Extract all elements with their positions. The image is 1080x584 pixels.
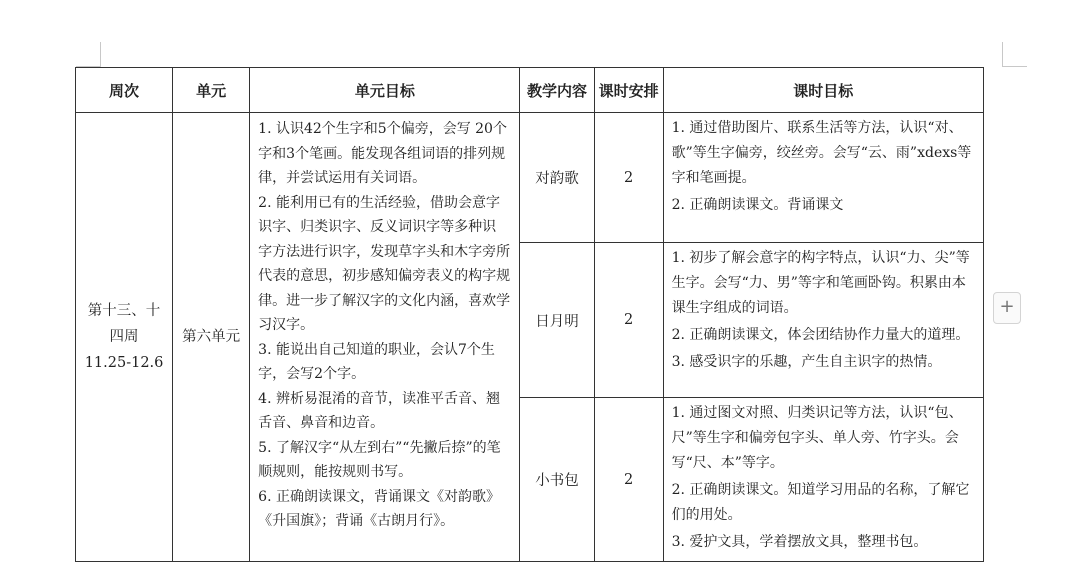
unit-goal-item: 1. 认识42个生字和5个偏旁，会写 20个字和3个笔画。能发现各组词语的排列规律，并尝试运用有关词语。 (258, 121, 507, 186)
lesson-content-cell: 对韵歌 (520, 113, 594, 243)
unit-goal-cell (250, 113, 520, 562)
week-line: 第十三、十 (87, 303, 161, 319)
page-corner-mark-right (1002, 42, 1027, 67)
lesson-goal-item: 2. 正确朗读课文，体会团结协作力量大的道理。 (671, 327, 970, 343)
unit-goal-item: 4. 辨析易混淆的音节，读准平舌音、翘舌音、鼻音和边音。 (258, 390, 500, 431)
header-unit: 单元 (173, 68, 250, 113)
header-unit-goal: 单元目标 (250, 68, 520, 113)
lesson-goal-item: 1. 初步了解会意字的构字特点，认识“力、尖”等生字。会写“力、男”等字和笔画卧钩。积累由本课生字组成的词语。 (671, 250, 970, 316)
lesson-goal-cell (663, 398, 983, 562)
unit-goal-item: 3. 能说出自己知道的职业，会认7个生字，会写2个字。 (258, 341, 495, 382)
page-corner-mark-left (76, 42, 101, 67)
lesson-goal-item: 3. 感受识字的乐趣，产生自主识字的热情。 (671, 354, 942, 370)
header-week: 周次 (76, 68, 173, 113)
teaching-plan-table (75, 67, 984, 562)
header-row (76, 68, 984, 113)
lesson-goal-cell (663, 243, 983, 398)
lesson-goal-item: 3. 爱护文具，学着摆放文具，整理书包。 (671, 534, 928, 550)
lesson-hours-cell: 2 (594, 243, 663, 398)
table-row (76, 113, 984, 243)
week-dates: 11.25-12.6 (84, 355, 164, 371)
unit-goal-item: 6. 正确朗读课文，背诵课文《对韵歌》《升国旗》；背诵《古朗月行》。 (258, 488, 500, 529)
unit-cell: 第六单元 (173, 113, 250, 562)
lesson-hours-cell: 2 (594, 398, 663, 562)
lesson-goal-item: 1. 通过借助图片、联系生活等方法，认识“对、歌”等生字偏旁，绞丝旁。会写“云、雨”xdexs等字和笔画提。 (671, 120, 972, 186)
lesson-goal-item: 2. 正确朗读课文。知道学习用品的名称，了解它们的用处。 (671, 482, 970, 523)
week-cell (76, 113, 173, 562)
header-content: 教学内容 (520, 68, 594, 113)
week-line: 四周 (109, 329, 139, 345)
lesson-content-cell: 小书包 (520, 398, 594, 562)
lesson-goal-cell (663, 113, 983, 243)
unit-goal-item: 2. 能利用已有的生活经验，借助会意字识字、归类识字、反义词识字等多种识 字方法进行识字，发现草字头和木字旁所代表的意思，初步感知偏旁表义的构字规律。进一步了解汉字的文化内涵，喜欢学习汉字。 (258, 194, 511, 333)
lesson-content-cell: 日月明 (520, 243, 594, 398)
lesson-goal-item: 2. 正确朗读课文。背诵课文 (671, 197, 844, 213)
header-hours: 课时安排 (594, 68, 663, 113)
header-lesson-goal: 课时目标 (663, 68, 983, 113)
unit-goal-item: 5. 了解汉字“从左到右”“先撇后捺”的笔顺规则，能按规则书写。 (258, 439, 501, 480)
lesson-hours-cell: 2 (594, 113, 663, 243)
lesson-goal-item: 1. 通过图文对照、归类识记等方法，认识“包、尺”等生字和偏旁包字头、单人旁、竹字头。会写“尺、本”等字。 (671, 405, 963, 471)
add-row-button[interactable]: + (993, 292, 1021, 324)
